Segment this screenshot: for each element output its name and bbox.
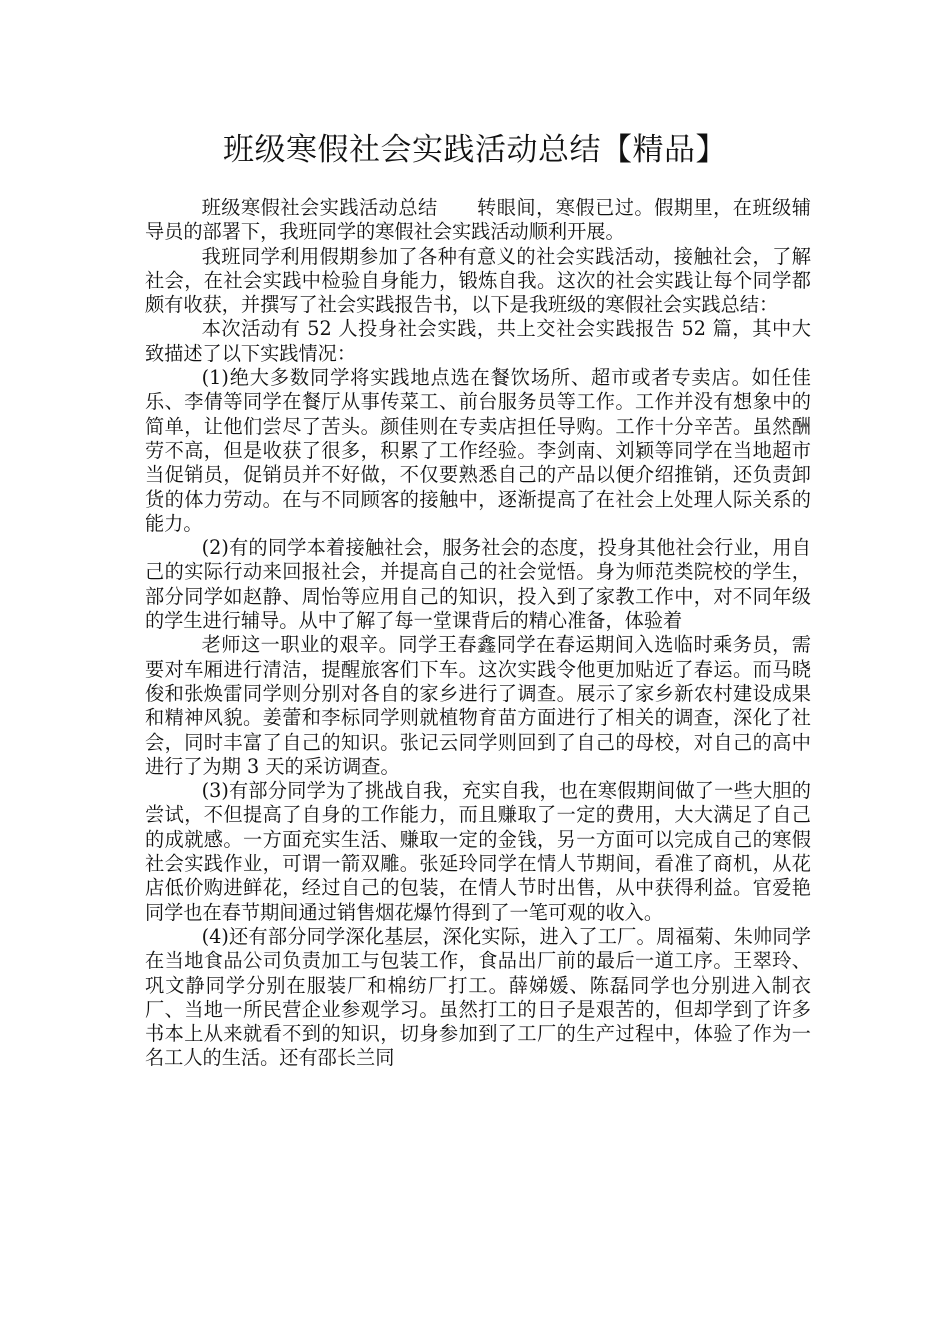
paragraph-item-2: (2)有的同学本着接触社会，服务社会的态度，投身其他社会行业，用自己的实际行动来回报社会，并提高自己的社会觉悟。身为师范类院校的学生，部分同学如赵静、周怡等应用自己的知识，投入到了家教工作中，对不同年级的学生进行辅导。从中了解了每一堂课背后的精心准备，体验着 [145,536,811,633]
paragraph-item-2-continued: 老师这一职业的艰辛。同学王春鑫同学在春运期间入选临时乘务员，需要对车厢进行清洁，提醒旅客们下车。这次实践令他更加贴近了春运。而马晓俊和张焕雷同学则分别对各自的家乡进行了调查。展示了家乡新农村建设成果和精神风貌。姜蕾和李标同学则就植物育苗方面进行了相关的调查，深化了社会，同时丰富了自己的知识。张记云同学则回到了自己的母校，对自己的高中进行了为期 3 天的采访调查。 [145,633,811,778]
paragraph-item-1: (1)绝大多数同学将实践地点选在餐饮场所、超市或者专卖店。如任佳乐、李倩等同学在餐厅从事传菜工、前台服务员等工作。工作并没有想象中的简单，让他们尝尽了苦头。颜佳则在专卖店担任导购。工作十分辛苦。虽然酬劳不高，但是收获了很多，积累了工作经验。李剑南、刘颖等同学在当地超市当促销员，促销员并不好做，不仅要熟悉自己的产品以便介绍推销，还负责卸货的体力劳动。在与不同顾客的接触中，逐渐提高了在社会上处理人际关系的能力。 [145,366,811,535]
document-title: 班级寒假社会实践活动总结【精品】 [223,132,727,168]
paragraph-participation: 本次活动有 52 人投身社会实践，共上交社会实践报告 52 篇，其中大致描述了以下实践情况： [145,317,811,365]
paragraph-item-3: (3)有部分同学为了挑战自我，充实自我，也在寒假期间做了一些大胆的尝试，不但提高了自身的工作能力，而且赚取了一定的费用，大大满足了自己的成就感。一方面充实生活、赚取一定的金钱，另一方面可以完成自己的寒假社会实践作业，可谓一箭双雕。张延玲同学在情人节期间，看准了商机，从花店低价购进鲜花，经过自己的包装，在情人节时出售，从中获得利益。官爱艳同学也在春节期间通过销售烟花爆竹得到了一笔可观的收入。 [145,779,811,924]
paragraph-item-4: (4)还有部分同学深化基层，深化实际，进入了工厂。周福菊、朱帅同学在当地食品公司负责加工与包装工作，食品出厂前的最后一道工序。王翠玲、巩文静同学分别在服装厂和棉纺厂打工。薛娣媛、陈磊同学也分别进入制衣厂、当地一所民营企业参观学习。虽然打工的日子是艰苦的，但却学到了许多书本上从来就看不到的知识，切身参加到了工厂的生产过程中，体验了作为一名工人的生活。还有邵长兰同 [145,924,811,1070]
paragraph-overview: 我班同学利用假期参加了各种有意义的社会实践活动，接触社会，了解社会，在社会实践中检验自身能力，锻炼自我。这次的社会实践让每个同学都颇有收获，并撰写了社会实践报告书，以下是我班级的寒假社会实践总结： [145,244,811,317]
paragraph-intro: 班级寒假社会实践活动总结 转眼间，寒假已过。假期里，在班级辅导员的部署下，我班同学的寒假社会实践活动顺利开展。 [145,196,811,244]
document-body [145,196,811,1071]
